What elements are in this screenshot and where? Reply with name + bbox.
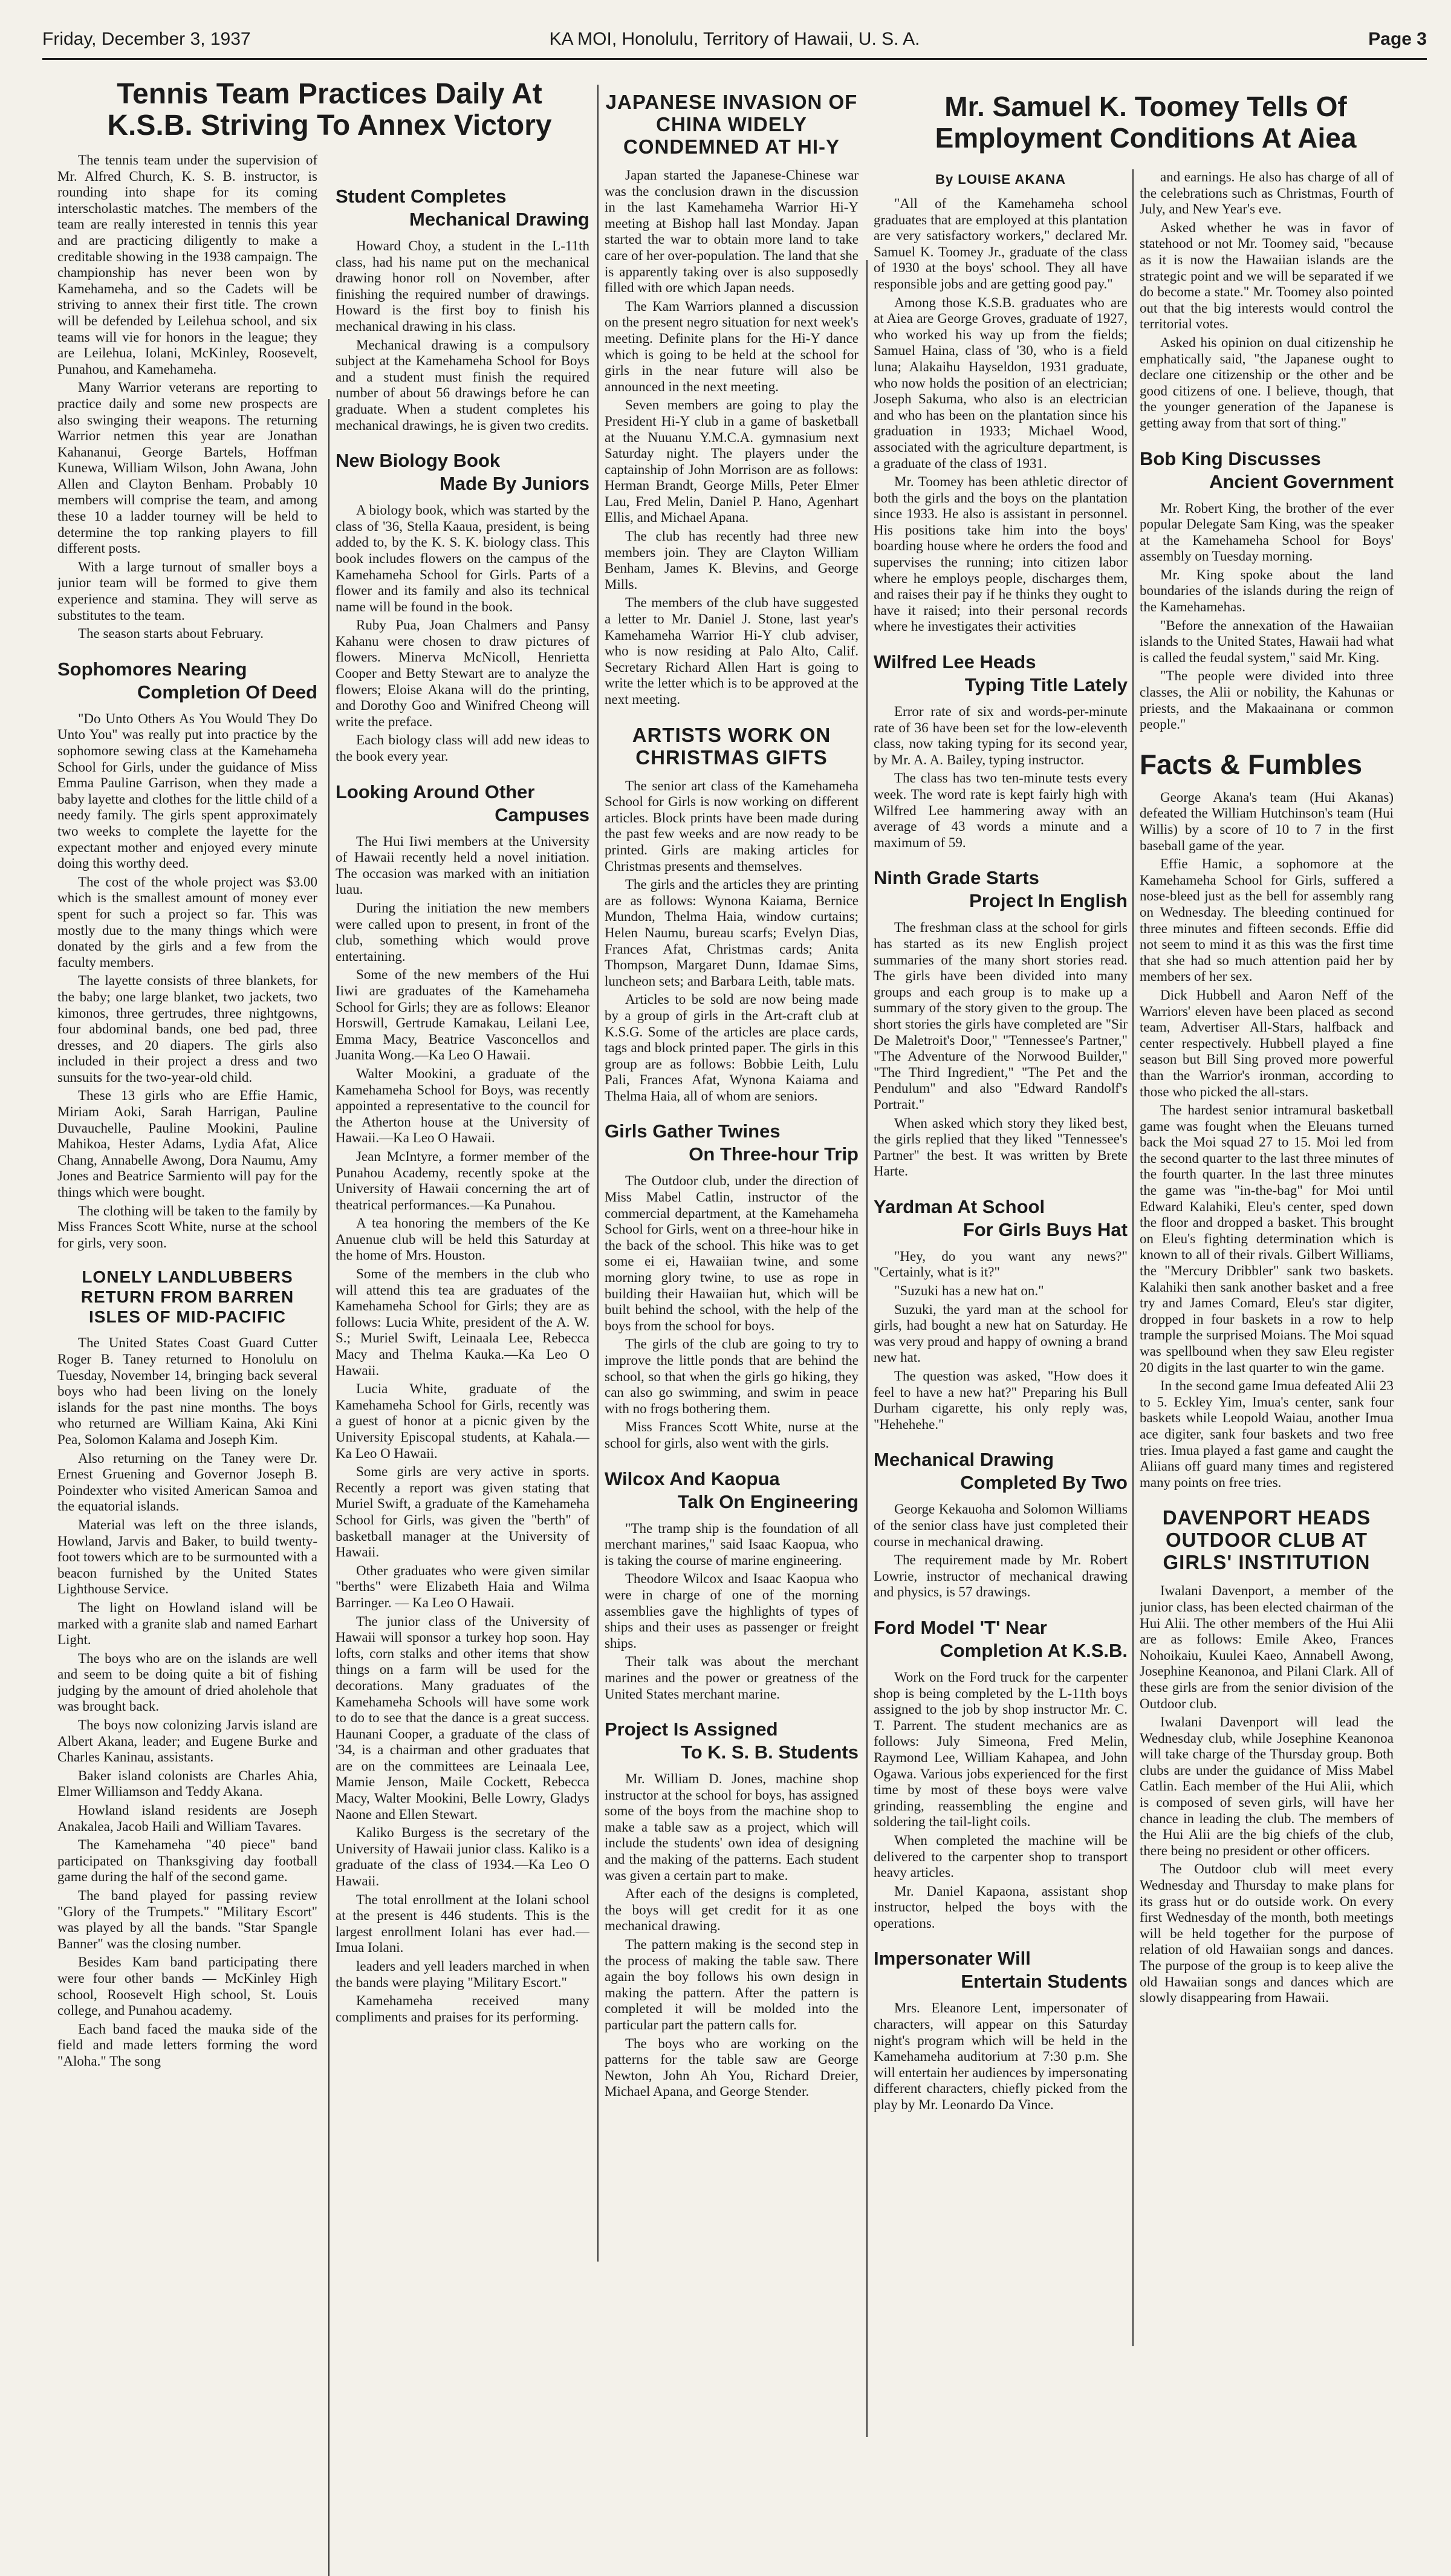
paragraph: The United States Coast Guard Cutter Roger B. Taney returned to Honolulu on Tuesday, November 14, bringing back several boys who had been living on the lonely islands for the past nine months. The boys who returned are William Kaina, Aki Kini Pea, Solomon Kalama and Joseph Kim. (57, 1335, 317, 1447)
column-3 (605, 91, 859, 2268)
paragraph: Kaliko Burgess is the secretary of the University of Hawaii junior class. Kaliko is a graduate of the class of 1934.—Ka Leo O Hawaii. (336, 1825, 589, 1889)
page-number: Page 3 (1368, 29, 1427, 49)
paper-name: KA MOI, Honolulu, Territory of Hawaii, U. S. A. (549, 29, 920, 49)
paragraph: "The tramp ship is the foundation of all merchant marines," said Isaac Kaopua, who is taking the course of marine engineering. (605, 1520, 859, 1568)
article-sophomores (57, 658, 317, 1252)
headline-line1: Ford Model 'T' Near (874, 1616, 1047, 1638)
paragraph: Lucia White, graduate of the Kamehameha School for Girls, recently was a guest of honor at a picnic given by the University Episcopal students, at Kahala.—Ka Leo O Hawaii. (336, 1381, 589, 1461)
masthead (42, 24, 1427, 60)
headline-line2: To K. S. B. Students (681, 1742, 859, 1763)
paragraph: Iwalani Davenport will lead the Wednesday club, while Josephine Keanonoa will take charge of the Thursday group. Both clubs are under the guidance of Miss Mabel Catlin. Each member of the Hui Alii, which is composed of seven girls, will have her chance in leading the club. The members of the Hui Alii are the big chiefs of the club, there being no president or other officers. (1140, 1714, 1394, 1858)
headline-line1: New Biology Book (336, 450, 501, 472)
paragraph: During the initiation the new members were called upon to present, in front of the club, something which would prove entertaining. (336, 900, 589, 964)
paragraph: Some of the new members of the Hui Iiwi are graduates of the Kamehameha School for Girls; they are as follows: Eleanor Horswill, Gertrude Kamakau, Leilani Lee, Emma Macy, Beatrice Vasconcellos and Juanita Wong.—Ka Leo O Hawaii. (336, 967, 589, 1063)
paragraph: George Akana's team (Hui Akanas) defeated the William Hutchinson's team (Hui Willis) by a score of 10 to 7 in the first baseball game of the year. (1140, 789, 1394, 853)
paragraph: Many Warrior veterans are reporting to practice daily and some new prospects are also swinging their weapons. The returning Warrior netmen this year are Jonathan Kahananui, George Bartels, Hoffman Kunewa, William Wilson, John Awana, John Allen and Clayton Benham. Probably 10 members will comprise the team, and among these 10 a ladder tourney will be held to determine the top ranking players to fill different posts. (57, 380, 317, 556)
headline-line1: Girls Gather Twines (605, 1120, 781, 1142)
column-rule (1132, 169, 1134, 2346)
headline-line1: Sophomores Nearing (57, 658, 247, 680)
paragraph: Jean McIntyre, a former member of the Punahou Academy, recently spoke at the University of Hawaii concerning the art of theatrical performances.—Ka Punahou. (336, 1148, 589, 1212)
headline (874, 1616, 1128, 1662)
article-toomey (874, 172, 1128, 635)
toomey-headline-line2: Employment Conditions At Aiea (935, 122, 1357, 154)
paragraph: Mrs. Eleanore Lent, impersonater of characters, will appear on this Saturday night's program which will be held in the Kamehameha auditorium at 7:30 p.m. She will entertain her audiences by impersonating different characters, chiefly picked from the play by Mr. Leonardo Da Vince. (874, 2000, 1128, 2113)
paragraph: The junior class of the University of Hawaii will sponsor a turkey hop soon. Hay lofts, corn stalks and other items that show things on a farm will be used for the decorations. Many graduates of the Kamehameha Schools will have some work to do to see that the dance is a great success. Haunani Cooper, a graduate of the class of '34, is a chairman and other graduates that are on the committees are Leinaala Lee, Mamie Jenson, Maile Cockett, Rebecca Macy, Walter Mookini, Belle Lowry, Gladys Naone and Ellen Stewart. (336, 1613, 589, 1822)
tennis-headline (57, 79, 602, 141)
article-facts (1140, 749, 1394, 1491)
paragraph: The boys who are on the islands are well and seem to be doing quite a bit of fishing judging by the amount of dried aholehole that was brought back. (57, 1650, 317, 1714)
paragraph: leaders and yell leaders marched in when the bands were playing "Military Escort." (336, 1959, 589, 1990)
headline (874, 1448, 1128, 1494)
article-drawing (336, 185, 589, 434)
paragraph: Miss Frances Scott White, nurse at the school for girls, also went with the girls. (605, 1419, 859, 1451)
paragraph: The Outdoor club, under the direction of Miss Mabel Catlin, instructor of the commercial department, at the Kamehameha School for Girls, went on a three-hour hike in the back of the school. This hike was to get some ei ei, Hawaiian twine, and some morning glory twine, to use as rope in building their Hawaiian hut, which will be built behind the school, with the help of the boys from the school for boys. (605, 1173, 859, 1333)
headline (336, 781, 589, 827)
paragraph: Asked his opinion on dual citizenship he emphatically said, "the Japanese ought to declare one citizenship or the other and be good citizens of one. I believe, though, that the younger generation of the Japanese is getting away from that sort of thing." (1140, 334, 1394, 431)
paragraph: Among those K.S.B. graduates who are at Aiea are George Groves, graduate of 1927, who worked his way up from the fields; Samuel Haina, class of '30, who is a field luna; Alakaihu Hayseldon, 1931 graduate, who now holds the position of an electrician; Joseph Sakuma, who also is an electrician and who has been on the plantation since his graduation in 1933; Michael Wood, associated with the agriculture department, is a graduate of the class of 1931. (874, 294, 1128, 471)
paragraph: These 13 girls who are Effie Hamic, Miriam Aoki, Sarah Harrigan, Pauline Duvauchelle, Pauline Mookini, Pauline Mahikoa, Hester Adams, Lydia Afat, Alice Chang, Annabelle Awong, Dora Naumu, Amy Jones and Beatrice Sarmiento will pay for the things which were bought. (57, 1088, 317, 1200)
paragraph: The girls of the club are going to try to improve the little ponds that are behind the school, so that when the girls go hiking, they can also go swimming, and swim in peace with no frogs bothering them. (605, 1336, 859, 1416)
paragraph: Material was left on the three islands, Howland, Jarvis and Baker, to build twenty-foot towers which are to be surmounted with a beacon furnished by the United States Lighthouse Service. (57, 1517, 317, 1597)
headline (1140, 447, 1394, 493)
article-artists (605, 724, 859, 1105)
paragraph: The pattern making is the second step in the process of making the table saw. There again the boy follows his own design in making the pattern. After the pattern is completed it will be molded into the particular part the pattern calls for. (605, 1937, 859, 2032)
headline-line1: Looking Around Other (336, 781, 535, 802)
paragraph: Mr. Toomey has been athletic director of both the girls and the boys on the plantation since 1933. He also is assistant in personnel. His positions take him into the boys' boarding house where he orders the food and supervises the running; into citizen labor where he employs people, discharges them, and raises their pay if he thinks they ought to have it raised; into their personal records where he investigates their activities (874, 474, 1128, 634)
paragraph: The boys who are working on the patterns for the table saw are George Newton, John Ah You, Richard Dreier, Michael Apana, and George Stender. (605, 2035, 859, 2100)
paragraph: The Outdoor club will meet every Wednesday and Thursday to make plans for its grass hut or do outside work. On every first Wednesday of the month, both meetings will be held together for the purpose of relation of old Hawaiian songs and dances. The purpose of the group is to keep alive the old Hawaiian songs and dances which are slowly disappearing from Hawaii. (1140, 1861, 1394, 2006)
paragraph: Each biology class will add new ideas to the book every year. (336, 732, 589, 764)
headline (336, 449, 589, 495)
paragraph: Error rate of six and words-per-minute rate of 36 have been set for the low-eleventh class, now taking typing for its second year, by Mr. A. A. Bailey, typing instructor. (874, 704, 1128, 767)
paragraph: Also returning on the Taney were Dr. Ernest Gruening and Governor Joseph B. Poindexter who visited American Samoa and the equatorial islands. (57, 1450, 317, 1514)
headline (874, 867, 1128, 912)
paragraph: When completed the machine will be delivered to the carpenter shop to transport heavy articles. (874, 1832, 1128, 1881)
paragraph: The light on Howland island will be marked with a granite slab and named Earhart Light. (57, 1599, 317, 1648)
paragraph: "Hey, do you want any news?" "Certainly, what is it?" (874, 1248, 1128, 1280)
article-typing (874, 651, 1128, 851)
article-toomey-continued (1140, 169, 1394, 432)
paragraph: Work on the Ford truck for the carpenter shop is being completed by the L-11th boys assigned to the job by shop instructor Mr. C. T. Parrent. The student mechanics are as follows: July Simeona, Fred Melin, Raymond Lee, William Kahapea, and John Ogawa. Various jobs experienced for the first time by most of these boys were valve grinding, reassembling the engine and soldering the tail-light coils. (874, 1669, 1128, 1830)
paragraph: Kamehameha received many compliments and praises for its performing. (336, 1993, 589, 2025)
paragraph: With a large turnout of smaller boys a junior team will be formed to give them experience and stamina. They will serve as substitutes to the team. (57, 559, 317, 623)
column-4 (874, 169, 1128, 2268)
headline-line2: Entertain Students (961, 1971, 1128, 1992)
headline-line2: Ancient Government (1209, 470, 1394, 492)
column-rule (866, 260, 868, 2437)
article-ford (874, 1616, 1128, 1932)
paragraph: The band played for passing review "Glory of the Trumpets." "Military Escort" was played by all the bands. "Star Spangle Banner" was the closing number. (57, 1888, 317, 1951)
headline-line2: For Girls Buys Hat (962, 1218, 1128, 1240)
paragraph: Howland island residents are Joseph Anakalea, Jacob Haili and William Tavares. (57, 1803, 317, 1834)
headline-line2: Completion At K.S.B. (940, 1639, 1128, 1661)
article-impersonater (874, 1947, 1128, 2113)
headline-line2: Completion Of Deed (137, 681, 317, 703)
article-project (605, 1718, 859, 2100)
paragraph: Other graduates who were given similar "berths" were Elizabeth Haia and Wilma Barringer. — Ka Leo O Hawaii. (336, 1563, 589, 1610)
paragraph: Mechanical drawing is a compulsory subject at the Kamehameha School for Boys and a student must finish the required number of about 56 drawings before he can graduate. When a student completes his mechanical drawings, he is given two credits. (336, 337, 589, 433)
paragraph: "All of the Kamehameha school graduates that are employed at this plantation are very satisfactory workers," declared Mr. Samuel K. Toomey Jr., graduate of the class of 1930 at the boys' school. They all have responsible jobs and are getting good pay." (874, 196, 1128, 291)
toomey-headline-line1: Mr. Samuel K. Toomey Tells Of (944, 91, 1347, 122)
tennis-headline-line2: K.S.B. Striving To Annex Victory (107, 109, 552, 141)
headline (336, 185, 589, 231)
paragraph: Howard Choy, a student in the L-11th class, had his name put on the mechanical drawing honor roll on November, after finishing the required number of drawings. Howard is the first boy to finish his mechanical drawing in his class. (336, 238, 589, 334)
headline: ARTISTS WORK ON CHRISTMAS GIFTS (632, 723, 831, 769)
paragraph: The boys now colonizing Jarvis island are Albert Akana, leader; and Eugene Burke and Charles Kaninau, assistants. (57, 1717, 317, 1765)
paragraph: The members of the club have suggested a letter to Mr. Daniel J. Stone, last year's Kamehameha Warrior Hi-Y club adviser, who is now residing at Palo Alto, Calif. Secretary Richard Allen Hart is going to write the letter which is to be approved at the next meeting. (605, 595, 859, 707)
article-biology (336, 449, 589, 765)
tennis-headline-line1: Tennis Team Practices Daily At (117, 79, 542, 110)
headline: Facts & Fumbles (1140, 748, 1363, 780)
paragraph: A biology book, which was started by the class of '36, Stella Kaaua, president, is being added to, by the K. S. K. biology class. This book includes flowers on the campus of the Kamehameha School for Girls. Parts of a flower and its family and also its technical name will be found in the book. (336, 503, 589, 614)
paragraph: The question was asked, "How does it feel to have a new hat?" Preparing his Bull Durham cigarette, his only reply was, "Hehehehe." (874, 1368, 1128, 1432)
headline-line1: Mechanical Drawing (874, 1449, 1054, 1471)
headline-line2: Typing Title Lately (964, 674, 1128, 696)
byline: By LOUISE AKANA (935, 172, 1066, 187)
paragraph: The girls and the articles they are printing are as follows: Wynona Kaiama, Bernice Mundon, Thelma Haia, window curtains; Helen Naumu, bureau scarfs; Evelyn Dias, Frances Afat, Christmas cards; Anita Thompson, Margaret Dunn, Idamae Sims, luncheon sets; and Barbara Leith, table mats. (605, 877, 859, 989)
article-mechdrawing (874, 1448, 1128, 1601)
article-engineering (605, 1468, 859, 1703)
article-campuses (336, 781, 589, 2026)
paragraph: "Do Unto Others As You Would They Do Unto You" was really put into practice by the sophomore sewing class at the Kamehameha School for Girls, under the guidance of Miss Emma Pauline Garrison, when they made a baby layette and clothes for the little child of a needy family. The girls spent approximately two weeks to complete the layette for the expectant mother and enjoyed every minute doing this worthy deed. (57, 711, 317, 871)
headline (605, 1120, 859, 1166)
paragraph: Iwalani Davenport, a member of the junior class, has been elected chairman of the Hui Alii. The other members of the Hui Alii are as follows: Emile Akeo, Frances Nohoikaiu, Kuulei Kaeo, Annabell Awong, Josephine Keanonoa, and Pilani Clark. All of these girls are from the senior division of the Outdoor club. (1140, 1583, 1394, 1711)
paragraph: Mr. Daniel Kapaona, assistant shop instructor, helped the boys with the operations. (874, 1883, 1128, 1931)
paragraph: Dick Hubbell and Aaron Neff of the Warriors' eleven have been placed as second team, Advertiser All-Stars, halfback and center respectively. Hubbell played a fine season but Bill Sing proved more powerful than the Warrior's ironman, according to those who picked the all-stars. (1140, 987, 1394, 1099)
article-davenport (1140, 1506, 1394, 2006)
headline (874, 651, 1128, 697)
paragraph: Some girls are very active in sports. Recently a report was given stating that Muriel Swift, a graduate of the Kamehameha School for Girls, was given the "berth" of basketball manager at the University of Hawaii. (336, 1464, 589, 1560)
paragraph: "The people were divided into three classes, the Alii or nobility, the Kahunas or priests, and the Makaainana or common people." (1140, 668, 1394, 732)
paragraph: Japan started the Japanese-Chinese war was the conclusion drawn in the discussion in the last Kamehameha Warrior Hi-Y meeting at Bishop hall last Monday. Japan started the war to obtain more land to take care of her over-population. The land that she is apparently taking over is also supposedly filled with ore which Japan needs. (605, 168, 859, 296)
paragraph: Some of the members in the club who will attend this tea are graduates of the Kamehameha School for Girls; they are as follows: Lucia White, president of the A. W. S.; Muriel Swift, Leinaala Lee, Rebecca Macy and Thelma Kauka.—Ka Leo O Hawaii. (336, 1266, 589, 1378)
paragraph: The class has two ten-minute tests every week. The word rate is kept fairly high with Wilfred Lee hammering away with an average of 43 words a minute and a maximum of 59. (874, 770, 1128, 850)
paragraph: Articles to be sold are now being made by a group of girls in the Art-craft club at K.S.G. Some of the articles are place cards, tags and block printed paper. The girls in this group are as follows: Bobbie Leith, Lulu Pali, Frances Afat, Wynona Kaiama and Thelma Haia, all of whom are seniors. (605, 992, 859, 1104)
article-landlubbers (57, 1267, 317, 2069)
paragraph: Their talk was about the merchant marines and the power or greatness of the United States merchant marine. (605, 1654, 859, 1702)
paragraph: Asked whether he was in favor of statehood or not Mr. Toomey said, "because as it is now the Hawaiian islands are the strategic point and we will be separated if we do become a state." Mr. Toomey also pointed out that the big interests would control the territorial votes. (1140, 220, 1394, 332)
headline-line1: Impersonater Will (874, 1948, 1031, 1969)
paragraph: Ruby Pua, Joan Chalmers and Pansy Kahanu were chosen to draw pictures of flowers. Minerva McNicoll, Henrietta Cooper and Betty Stewart are to analyze the flowers; Eloise Akana will do the printing, and Dorothy Goo and Winifred Cheong will write the preface. (336, 617, 589, 729)
paragraph: Walter Mookini, a graduate of the Kamehameha School for Boys, was recently appointed a representative to the council for the Atherton house at the University of Hawaii.—Ka Leo O Hawaii. (336, 1065, 589, 1146)
headline (605, 1468, 859, 1514)
paragraph: "Suzuki has a new hat on." (894, 1283, 1044, 1299)
headline-line2: Completed By Two (960, 1472, 1128, 1494)
headline (57, 658, 317, 704)
headline: JAPANESE INVASION OF CHINA WIDELY CONDEMNED AT HI-Y (605, 91, 858, 158)
headline-line2: Campuses (495, 804, 589, 825)
headline-line1: Bob King Discusses (1140, 447, 1321, 469)
paragraph: Mr. King spoke about the land boundaries of the islands during the reign of the Kamehamehas. (1140, 567, 1394, 615)
article-bobking (1140, 447, 1394, 733)
headline (874, 1947, 1128, 1993)
paragraph: In the second game Imua defeated Alii 23 to 5. Eckley Yim, Imua's center, sank four baskets while Leopold Waiau, another Imua ace digiter, sank four baskets and two free tries. Imua played a fast game and caught the Aliians off guard many times and registered many points on free tries. (1140, 1378, 1394, 1490)
paragraph: The freshman class at the school for girls has started as its new English project summaries of the many short stories read. The girls have been divided into many groups and each group is to make up a summary of the story given to the group. The short stories the girls have completed are "Sir De Maletroit's Door," "Tennessee's Partner," "The Adventure of the Norwood Builder," "The Third Ingredient," "The Pet and the Pendulum" and also "Edward Randolf's Portrait." (874, 920, 1128, 1112)
headline-line1: Wilcox And Kaopua (605, 1468, 780, 1489)
paragraph: The Hui Iiwi members at the University of Hawaii recently held a novel initiation. The occasion was marked with an initiation luau. (336, 833, 589, 897)
paragraph: The hardest senior intramural basketball game was fought when the Eleuans turned back the Moi squad 27 to 15. Moi led from the second quarter to the last three minutes of the fourth quarter. In the last three minutes the game was "in-the-bag" for Moi until Edward Kalahiki, Eleu's center, sped down the floor and dropped a basket. This brought on Eleu's fighting determination which is known to all of their rivals. Gilbert Williams, the "Mercury Dribbler" sank two baskets. Kalahiki then sank another basket and a free try and James Comard, Eleu's star digiter, dropped in four baskets in a row to help trample the surprised Moians. The Moi squad was spellbound when they saw Eleu register 20 digits in the last quarter to win the game. (1140, 1102, 1394, 1375)
paragraph: "Before the annexation of the Hawaiian islands to the United States, Hawaii had what is called the feudal system," said Mr. King. (1140, 617, 1394, 665)
paragraph: Each band faced the mauka side of the field and made letters forming the word "Aloha." The song (57, 2021, 317, 2069)
headline-line1: Ninth Grade Starts (874, 867, 1039, 889)
headline (605, 1718, 859, 1764)
paragraph: The requirement made by Mr. Robert Lowrie, instructor of mechanical drawing and physics, is 57 drawings. (874, 1552, 1128, 1600)
headline: LONELY LANDLUBBERS RETURN FROM BARREN ISLES OF MID-PACIFIC (80, 1267, 294, 1327)
paragraph: A tea honoring the members of the Ke Anuenue club will be held this Saturday at the home of Mrs. Houston. (336, 1215, 589, 1263)
paragraph: and earnings. He also has charge of all of the celebrations such as Christmas, Fourth of July, and New Year's eve. (1140, 169, 1394, 217)
article-yardman (874, 1195, 1128, 1433)
paragraph: The senior art class of the Kamehameha School for Girls is now working on different articles. Block prints have been made during the past few weeks and are now ready to be printed. Girls are making articles for Christmas presents and themselves. (605, 778, 859, 874)
headline-line1: Student Completes (336, 186, 507, 207)
article-ninth (874, 867, 1128, 1180)
column-2 (336, 169, 589, 2268)
paragraph: Mr. Robert King, the brother of the ever popular Delegate Sam King, was the speaker at the Kamehameha School for Boys' assembly on Tuesday morning. (1140, 500, 1394, 564)
paragraph: Besides Kam band participating there were four other bands — McKinley High school, Roosevelt High school, St. Louis college, and Punahou academy. (57, 1954, 317, 2018)
headline-line1: Wilfred Lee Heads (874, 651, 1036, 673)
paragraph: The club has recently had three new members join. They are Clayton William Benham, James K. Blevins, and George Mills. (605, 529, 859, 592)
headline-line2: Mechanical Drawing (409, 209, 589, 230)
paragraph: The total enrollment at the Iolani school at the present is 446 students. This is the largest enrollment Iolani has ever had.—Imua Iolani. (336, 1891, 589, 1956)
issue-date: Friday, December 3, 1937 (42, 29, 251, 49)
paragraph: Seven members are going to play the President Hi-Y club in a game of basketball at the Nuuanu Y.M.C.A. gymnasium next Saturday night. The players under the captainship of John Morrison are as follows: Herman Brandt, George Mills, Peter Elmer Lau, Fred Melin, Daniel P. Hano, Agenhart Ellis, and Michael Apana. (605, 397, 859, 525)
headline-line2: Talk On Engineering (677, 1491, 859, 1512)
paragraph: Theodore Wilcox and Isaac Kaopua who were in charge of one of the morning assemblies gave the highlights of types of ships and their uses as passenger or freight ships. (605, 1571, 859, 1651)
article-tennis (57, 152, 317, 642)
paragraph: Baker island colonists are Charles Ahia, Elmer Williamson and Teddy Akana. (57, 1768, 317, 1800)
article-invasion (605, 91, 859, 708)
paragraph: Mr. William D. Jones, machine shop instructor at the school for boys, has assigned some of the boys from the machine shop to make a table saw as a project, which will include the students' own idea of designing and the making of the patterns. Each student was given a certain part to make. (605, 1771, 859, 1883)
headline-line1: Project Is Assigned (605, 1719, 778, 1740)
paragraph: The clothing will be taken to the family by Miss Frances Scott White, nurse at the school for girls, very soon. (57, 1203, 317, 1251)
headline: DAVENPORT HEADS OUTDOOR CLUB AT GIRLS' INSTITUTION (1162, 1506, 1371, 1574)
paragraph: George Kekauoha and Solomon Williams of the senior class have just completed their course in mechanical drawing. (874, 1501, 1128, 1549)
paragraph: Suzuki, the yard man at the school for girls, had bought a new hat on Saturday. He was very proud and happy of owning a brand new hat. (874, 1301, 1128, 1365)
paragraph: After each of the designs is completed, the boys will get credit for it as one mechanical drawing. (605, 1886, 859, 1934)
paragraph: The Kamehameha "40 piece" band participated on Thanksgiving day football game during the half of the second game. (57, 1837, 317, 1885)
headline (874, 1195, 1128, 1241)
column-5 (1140, 169, 1394, 2268)
paragraph: The cost of the whole project was $3.00 which is the smallest amount of money ever spent for such a project so far. This was mostly due to the many things which were donated by the girls and a few from the faculty members. (57, 874, 317, 970)
headline-line1: Yardman At School (874, 1195, 1045, 1217)
headline-line2: On Three-hour Trip (689, 1143, 859, 1165)
headline-line2: Project In English (969, 890, 1128, 912)
paragraph: The season starts about February. (78, 626, 264, 642)
toomey-headline (874, 91, 1418, 154)
article-twines (605, 1120, 859, 1451)
column-1-body (57, 152, 317, 2070)
paragraph: Effie Hamic, a sophomore at the Kamehameha School for Girls, suffered a nose-bleed just as the bell for assembly rang on Wednesday. The bleeding continued for three minutes and fifteen seconds. Effie did not seem to mind it as this was the first time that she had so much attention paid her by members of her sex. (1140, 856, 1394, 984)
paragraph: The layette consists of three blankets, for the baby; one large blanket, two jackets, two kimonos, three gertrudes, three nightgowns, four abdominal bands, one bed pad, three dresses, and 20 diapers. The girls also included in their project a dress and two sunsuits for the two-year-old child. (57, 973, 317, 1085)
paragraph: The Kam Warriors planned a discussion on the present negro situation for next week's meeting. Definite plans for the Hi-Y dance which is going to be held at the school for girls in the near future will also be announced in the next meeting. (605, 298, 859, 394)
toomey-banner (874, 91, 1418, 169)
headline-line2: Made By Juniors (439, 473, 589, 495)
paragraph: When asked which story they liked best, the girls replied that they liked "Tennessee's Partner" the best. It was written by Brete Harte. (874, 1115, 1128, 1179)
paragraph: The tennis team under the supervision of Mr. Alfred Church, K. S. B. instructor, is rounding into shape for its coming interscholastic matches. The members of the team are really interested in tennis this year and are practicing diligently to make a creditable showing in the 1938 campaign. The championship has never been won by Kamehameha, and so the Cadets will be striving to annex their first title. The crown will be defended by Leilehua school, and six teams will vie for honors in the league; they are Leilehua, Iolani, McKinley, Roosevelt, Punahou, and Kamehameha. (57, 152, 317, 377)
